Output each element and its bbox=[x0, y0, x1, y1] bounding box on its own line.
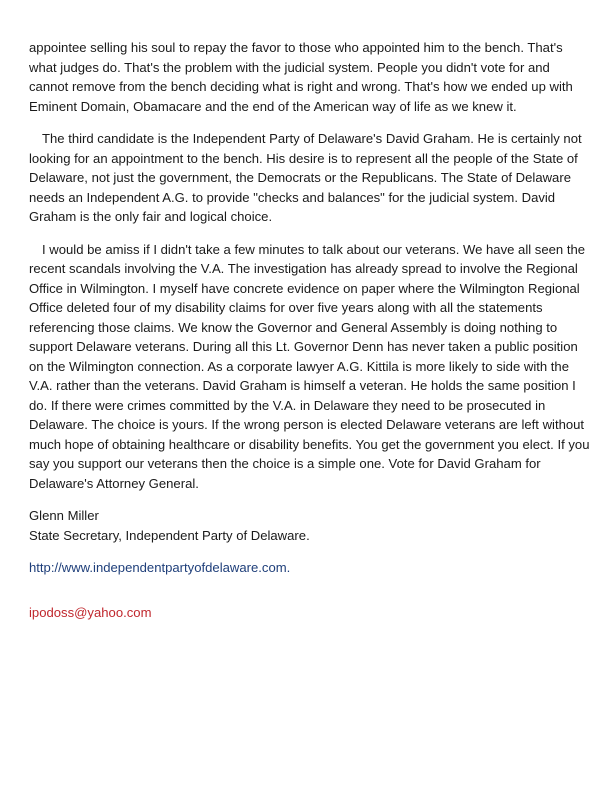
website-paragraph bbox=[29, 558, 591, 578]
signature-block bbox=[29, 506, 591, 545]
paragraph-judicial-system: appointee selling his soul to repay the favor to those who appointed him to the bench. That's what judges do. That's the problem with the judicial system. People you didn't vote for and cannot remove from the bench deciding what is right and wrong. That's how we ended up with Eminent Domain, Obamacare and the end of the American way of life as we knew it. bbox=[29, 40, 573, 114]
signature-name: Glenn Miller bbox=[29, 508, 99, 523]
website-link[interactable]: http://www.independentpartyofdelaware.com. bbox=[29, 560, 291, 575]
paragraph-veterans: I would be amiss if I didn't take a few minutes to talk about our veterans. We have all seen the recent scandals involving the V.A. The investigation has already spread to involve the Regional Office in Wilmington. I myself have concrete evidence on paper where the Wilmington Regional Office deleted four of my disability claims for over five years along with all the statements referencing those claims. We know the Governor and General Assembly is doing nothing to support Delaware veterans. During all this Lt. Governor Denn has never taken a public position on the Wilmington connection. As a corporate lawyer A.G. Kittila is more likely to side with the V.A. rather than the veterans. David Graham is himself a veteran. He holds the same position I do. If there were crimes committed by the V.A. in Delaware they need to be prosecuted in Delaware. The choice is yours. If the wrong person is elected Delaware veterans are left without much hope of obtaining healthcare or disability benefits. You get the government you elect. If you say you support our veterans then the choice is a simple one. Vote for David Graham for Delaware's Attorney General. bbox=[29, 241, 590, 491]
signature-title: State Secretary, Independent Party of Delaware. bbox=[29, 527, 310, 543]
email-link[interactable]: ipodoss@yahoo.com bbox=[29, 604, 152, 620]
email-paragraph bbox=[29, 603, 591, 623]
paragraph-third-candidate: The third candidate is the Independent Party of Delaware's David Graham. He is certainly not looking for an appointment to the bench. His desire is to represent all the people of the State of Delaware, not just the government, the Democrats or the Republicans. The State of Delaware needs an Independent A.G. to provide "checks and balances" for the judicial system. David Graham is the only fair and logical choice. bbox=[29, 131, 582, 224]
